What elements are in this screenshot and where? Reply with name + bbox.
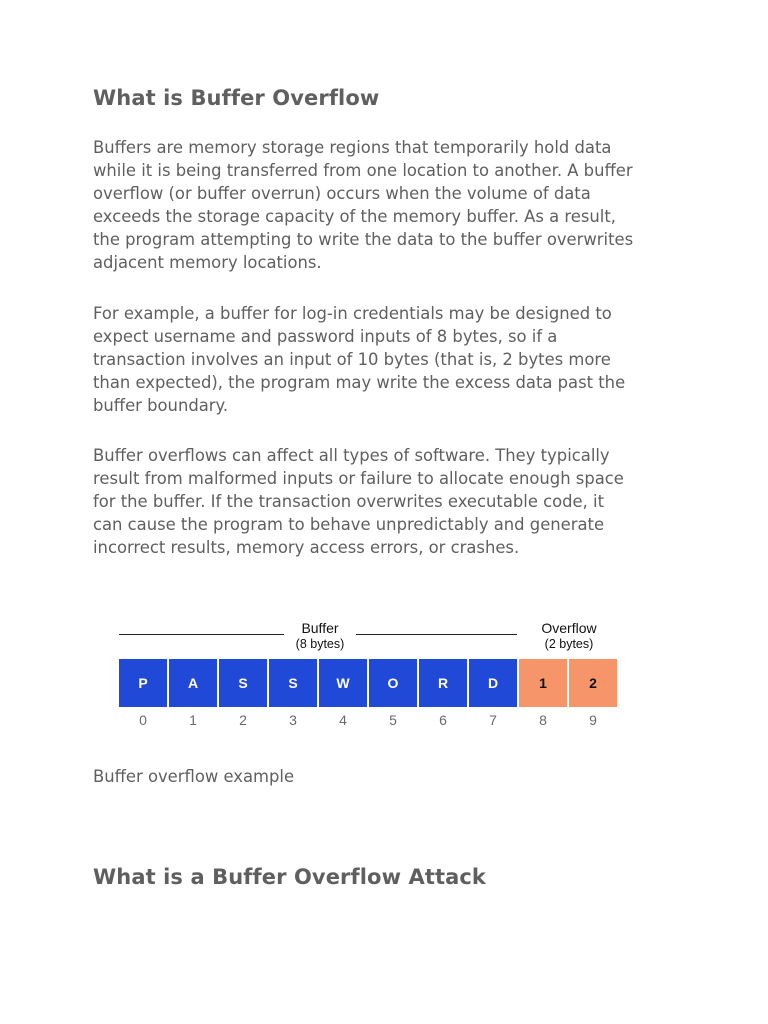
byte-index-label: 3 [289,712,297,728]
paragraph-line: incorrect results, memory access errors, or crashes. [93,538,520,557]
paragraph-line: expect username and password inputs of 8 bytes, so if a [93,327,558,346]
byte-cell-overflow: 1 [519,659,567,707]
byte-index-label: 7 [489,712,497,728]
section-heading-buffer-overflow: What is Buffer Overflow [93,86,380,110]
byte-index-label: 9 [589,712,597,728]
paragraph-line: Buffers are memory storage regions that temporarily hold data [93,138,612,157]
paragraph-effects [93,444,683,559]
byte-cell-buffer: A [169,659,217,707]
paragraph-example [93,302,683,417]
buffer-overflow-diagram [118,612,628,737]
byte-index-label: 5 [389,712,397,728]
paragraph-line: for the buffer. If the transaction overwrites executable code, it [93,492,605,511]
diagram-caption: Buffer overflow example [93,767,295,786]
paragraph-line: transaction involves an input of 10 bytes (that is, 2 bytes more [93,350,611,369]
byte-cell-buffer: O [369,659,417,707]
byte-cell-buffer: P [119,659,167,707]
paragraph-line: while it is being transferred from one location to another. A buffer [93,161,633,180]
buffer-bracket-line-right [356,634,517,635]
byte-cell-buffer: R [419,659,467,707]
byte-cell-buffer: S [219,659,267,707]
paragraph-line: adjacent memory locations. [93,253,322,272]
byte-index-label: 4 [339,712,347,728]
overflow-label-size: (2 bytes) [544,637,594,651]
byte-cell-buffer: W [319,659,367,707]
paragraph-line: exceeds the storage capacity of the memory buffer. As a result, [93,207,616,226]
buffer-label-size: (8 bytes) [295,637,345,651]
paragraph-line: result from malformed inputs or failure to allocate enough space [93,469,624,488]
paragraph-line: the program attempting to write the data to the buffer overwrites [93,230,634,249]
byte-index-label: 8 [539,712,547,728]
byte-cell-buffer: S [269,659,317,707]
paragraph-line: For example, a buffer for log-in credentials may be designed to [93,304,612,323]
paragraph-line: buffer boundary. [93,396,229,415]
buffer-bracket-line-left [119,634,284,635]
section-heading-buffer-overflow-attack: What is a Buffer Overflow Attack [93,865,486,889]
buffer-label-title: Buffer [301,620,339,636]
byte-cell-overflow: 2 [569,659,617,707]
buffer-label [284,620,356,652]
byte-index-label: 2 [239,712,247,728]
paragraph-line: overflow (or buffer overrun) occurs when the volume of data [93,184,591,203]
paragraph-line: Buffer overflows can affect all types of software. They typically [93,446,610,465]
byte-index-label: 0 [139,712,147,728]
overflow-label-title: Overflow [541,620,597,636]
paragraph-line: than expected), the program may write the excess data past the [93,373,626,392]
paragraph-definition [93,136,683,274]
byte-cell-buffer: D [469,659,517,707]
byte-index-label: 6 [439,712,447,728]
byte-index-label: 1 [189,712,197,728]
overflow-label [524,620,614,652]
paragraph-line: can cause the program to behave unpredictably and generate [93,515,605,534]
